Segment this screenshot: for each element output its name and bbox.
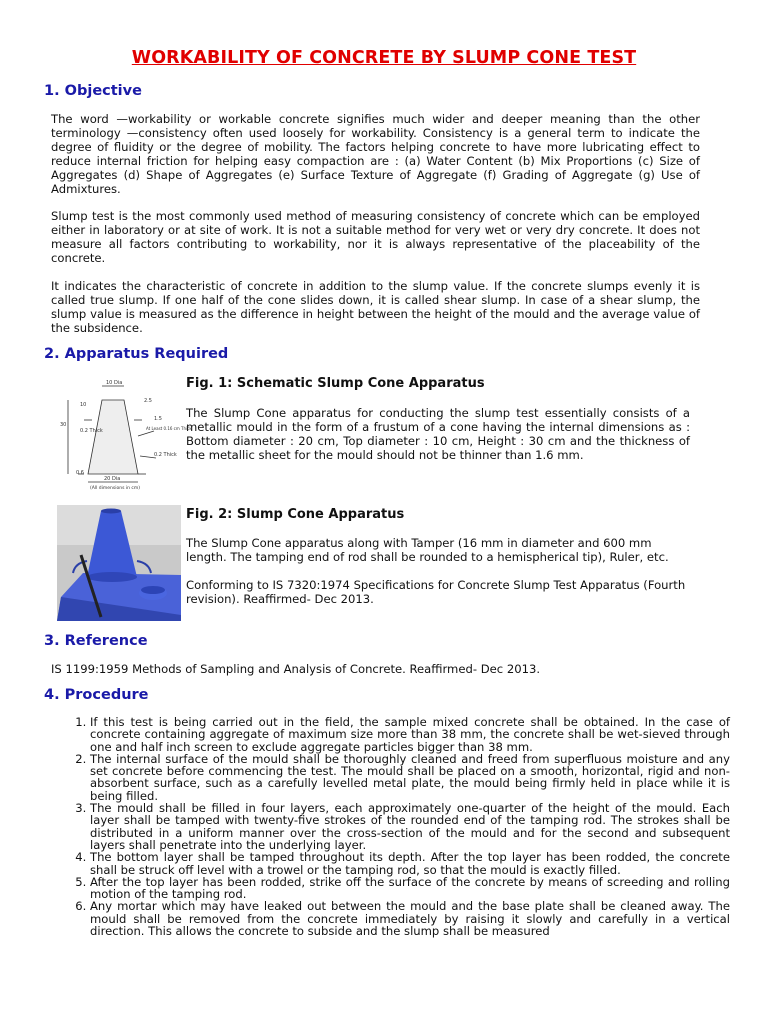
diagram-label-note: (All dimensions in cm): [90, 486, 140, 491]
heading-apparatus: 2. Apparatus Required: [44, 346, 229, 362]
diagram-label-top-dia: 10 Dia: [106, 380, 123, 386]
diagram-label-2-5: 2.5: [144, 398, 152, 404]
slump-cone-apparatus-photo: [57, 505, 181, 621]
objective-paragraph-1: The word —workability or workable concrete signifies much wider and deeper meaning than the other terminology —consistency often used loosely for workability. Consistency is a general term to indicate the degree of fluidity or the degree of mobility. The factors helping concrete to have more lubricating effect to reduce internal friction for helping easy compaction are : (a) Water Content (b) Mix Proportions (c) Size of Aggregates (d) Shape of Aggregates (e) Surface Texture of Aggregate (f) Grading of Aggregate (g) Use of Admixtures.: [51, 112, 700, 196]
procedure-step-4: 4. The bottom layer shall be tamped throughout its depth. After the top layer has been rodded, the concrete shall be struck off level with a trowel or the tamping rod, so that the mould is exactly filled.: [90, 851, 730, 876]
diagram-label-30: 30: [60, 422, 67, 428]
heading-objective: 1. Objective: [44, 83, 142, 99]
procedure-step-2: 2. The internal surface of the mould shall be thoroughly cleaned and freed from superfluous moisture and any set concrete before commencing the test. The mould shall be placed on a smooth, horizontal, rigid and non-absorbent surface, such as a carefully levelled metal plate, the mould being firmly held in place while it is being filled.: [90, 753, 730, 802]
fig1-text: The Slump Cone apparatus for conducting the slump test essentially consists of a metallic mould in the form of a frustum of a cone having the internal dimensions as : Bottom diameter : 20 cm, Top diameter : 10 cm, Height : 30 cm and the thickness of the metallic sheet for the mould should not be thinner than 1.6 mm.: [186, 406, 690, 462]
diagram-label-at-least: At Least 0.16 cm Thick: [146, 426, 192, 431]
diagram-label-0-2-thick-2: 0.2 Thick: [154, 452, 177, 458]
fig2-title: Fig. 2: Slump Cone Apparatus: [186, 507, 405, 522]
diagram-label-0-2-thick: 0.2 Thick: [80, 428, 103, 434]
procedure-step-5: 5. After the top layer has been rodded, strike off the surface of the concrete by means of screeding and rolling motion of the tamping rod.: [90, 876, 730, 901]
fig1-title: Fig. 1: Schematic Slump Cone Apparatus: [186, 376, 485, 391]
reference-text: IS 1199:1959 Methods of Sampling and Analysis of Concrete. Reaffirmed- Dec 2013.: [51, 662, 541, 676]
procedure-step-3: 3. The mould shall be filled in four layers, each approximately one-quarter of the height of the mould. Each layer shall be tamped with twenty-five strokes of the rounded end of the tamping rod. The strokes shall be distributed in a uniform manner over the cross-section of the mould and for the second and subsequent layers shall penetrate into the underlying layer.: [90, 802, 730, 851]
slump-cone-schematic-diagram: [54, 376, 192, 492]
objective-paragraph-3: It indicates the characteristic of concrete in addition to the slump value. If the concrete slumps evenly it is called true slump. If one half of the cone slides down, it is called shear slump. In case of a shear slump, the slump value is measured as the difference in height between the height of the mould and the average value of the subsidence.: [51, 279, 700, 335]
procedure-step-6: 6. Any mortar which may have leaked out between the mould and the base plate shall be cleaned away. The mould shall be removed from the concrete immediately by raising it slowly and carefully in a vertical direction. This allows the concrete to subside and the slump shall be measured: [90, 900, 730, 937]
document-title: WORKABILITY OF CONCRETE BY SLUMP CONE TEST: [131, 48, 637, 68]
diagram-label-10: 10: [80, 402, 87, 408]
diagram-label-1-5: 1.5: [154, 416, 162, 422]
procedure-list: [72, 716, 730, 937]
fig2-text-1: The Slump Cone apparatus along with Tamper (16 mm in diameter and 600 mm length. The tamping end of rod shall be rounded to a hemispherical tip), Ruler, etc.: [186, 536, 669, 564]
fig2-text-2: Conforming to IS 7320:1974 Specifications for Concrete Slump Test Apparatus (Fourth revision). Reaffirmed- Dec 2013.: [186, 578, 686, 606]
diagram-label-0-6: 0.6: [76, 470, 84, 476]
procedure-step-1: 1. If this test is being carried out in the field, the sample mixed concrete shall be obtained. In the case of concrete containing aggregate of maximum size more than 38 mm, the concrete shall be wet-sieved through one and half inch screen to exclude aggregate particles bigger than 38 mm.: [90, 716, 730, 753]
objective-paragraph-2: Slump test is the most commonly used method of measuring consistency of concrete which can be employed either in laboratory or at site of work. It is not a suitable method for very wet or very dry concrete. It does not measure all factors contributing to workability, nor it is always representative of the placeability of the concrete.: [51, 209, 700, 265]
diagram-label-bottom-dia: 20 Dia: [104, 476, 121, 482]
heading-procedure: 4. Procedure: [44, 687, 149, 703]
heading-reference: 3. Reference: [44, 633, 148, 649]
